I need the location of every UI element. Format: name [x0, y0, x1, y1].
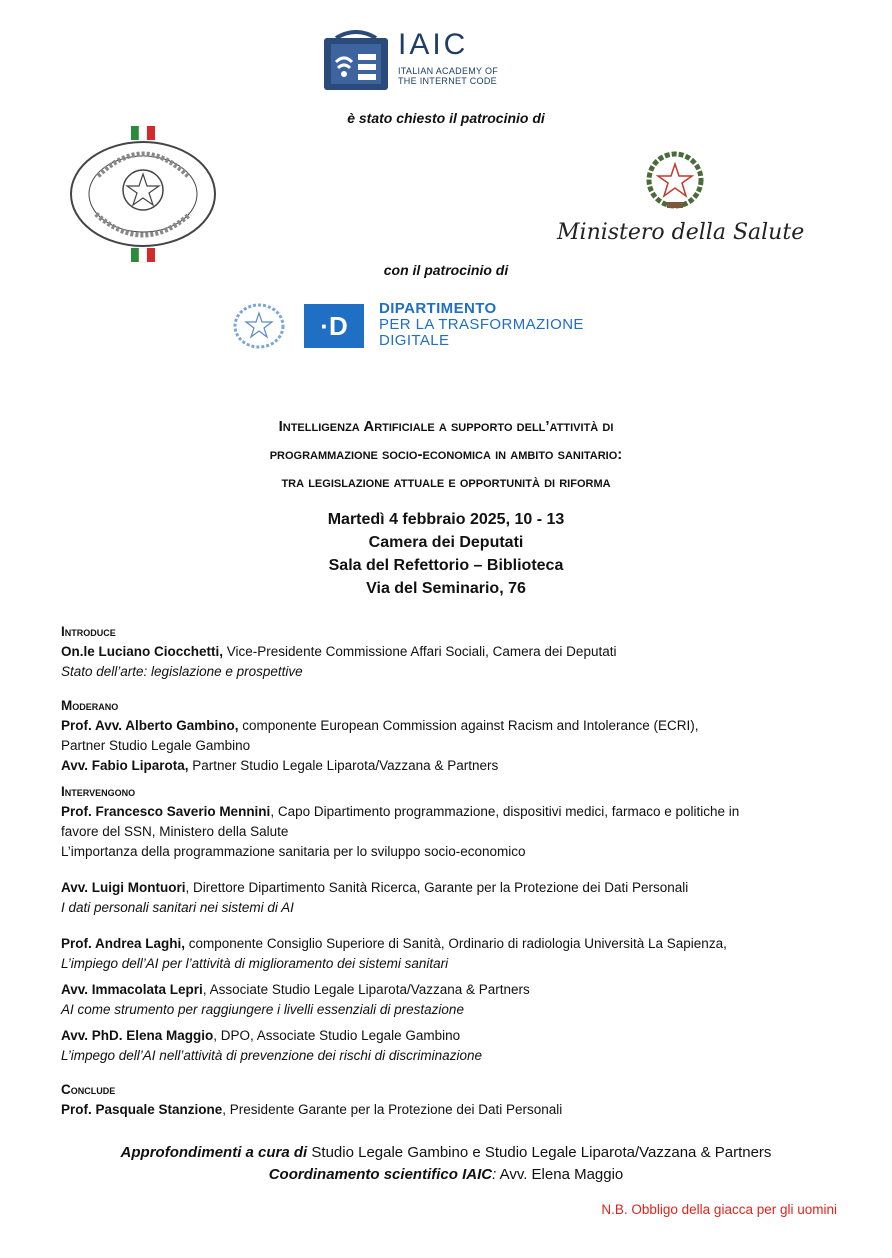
- speaker-1-topic: L’importanza della programmazione sanitaria per lo sviluppo socio-economico: [61, 844, 526, 859]
- speaker-3: [61, 934, 851, 954]
- ministero-name: Ministero della Salute: [557, 220, 805, 245]
- iaic-subtitle: [398, 66, 498, 86]
- speaker-role: , Direttore Dipartimento Sanità Ricerca, Garante per la Protezione dei Dati Personali: [185, 880, 689, 895]
- requested-patronage-text: è stato chiesto il patrocinio di: [347, 110, 545, 126]
- speaker-name: On.le Luciano Ciocchetti,: [61, 644, 224, 659]
- speaker-1-role-2: favore del SSN, Ministero della Salute: [61, 824, 289, 839]
- dtd-name: [379, 301, 584, 349]
- speaker-3-topic: L’impiego dell’AI per l’attività di miglioramento dei sistemi sanitari: [61, 956, 449, 971]
- event-room: Sala del Refettorio – Biblioteca: [328, 557, 564, 574]
- iaic-subtitle-line-2: THE INTERNET CODE: [398, 76, 497, 86]
- title-line-2: programmazione socio-economica in ambito sanitario:: [269, 446, 623, 463]
- footer: [0, 1142, 892, 1186]
- footer-colon: :: [492, 1166, 497, 1183]
- event-title: [0, 413, 892, 497]
- iaic-subtitle-line-1: ITALIAN ACADEMY OF: [398, 66, 499, 76]
- footer-label: Approfondimenti a cura di: [120, 1144, 308, 1161]
- iaic-name: IAIC: [398, 28, 469, 61]
- moderano-heading: Moderano: [61, 698, 119, 713]
- speaker-name: Avv. PhD. Elena Maggio: [61, 1028, 214, 1043]
- dtd-line-1: DIPARTIMENTO: [379, 300, 497, 317]
- speaker-role: componente Consiglio Superiore di Sanità, Ordinario di radiologia Università La Sapienza,: [185, 936, 727, 951]
- moderator-2: [61, 756, 851, 776]
- presidenza-seal-icon: [68, 124, 218, 264]
- speaker-role: , DPO, Associate Studio Legale Gambino: [213, 1028, 461, 1043]
- speaker-2: [61, 878, 851, 898]
- conclude-speaker: [61, 1100, 851, 1120]
- speaker-4-topic: AI come strumento per raggiungere i livelli essenziali di prestazione: [61, 1002, 464, 1017]
- footer-text: Avv. Elena Maggio: [496, 1166, 624, 1183]
- footer-line-2: [0, 1164, 892, 1186]
- introduce-topic: Stato dell’arte: legislazione e prospettive: [61, 664, 303, 679]
- event-info: [0, 508, 892, 600]
- footer-line-1: [0, 1142, 892, 1164]
- program: [61, 622, 851, 1120]
- intervengono-heading: Intervengono: [61, 784, 136, 799]
- title-line-1: Intelligenza Artificiale a supporto dell’attività di: [278, 418, 614, 435]
- speaker-name: Avv. Fabio Liparota,: [61, 758, 189, 773]
- dtd-line-3: DIGITALE: [379, 332, 450, 349]
- dipartimento-logo: [228, 301, 648, 351]
- conclude-heading: Conclude: [61, 1082, 116, 1097]
- event-address: Via del Seminario, 76: [366, 580, 526, 597]
- speaker-2-topic: I dati personali sanitari nei sistemi di AI: [61, 900, 294, 915]
- footer-label: Coordinamento scientifico IAIC: [268, 1166, 493, 1183]
- ministero-salute-logo: [555, 150, 805, 260]
- speaker-role: Partner Studio Legale Liparota/Vazzana & Partners: [188, 758, 499, 773]
- speaker-1: [61, 802, 851, 822]
- event-date: Martedì 4 febbraio 2025, 10 - 13: [327, 511, 565, 528]
- iaic-logo: [322, 30, 502, 92]
- moderator-1-role-2: Partner Studio Legale Gambino: [61, 738, 251, 753]
- title-line-3: tra legislazione attuale e opportunità di riforma: [281, 474, 611, 491]
- speaker-name: Prof. Andrea Laghi,: [61, 936, 186, 951]
- speaker-name: Avv. Immacolata Lepri: [61, 982, 203, 997]
- speaker-name: Avv. Luigi Montuori: [61, 880, 186, 895]
- speaker-5: [61, 1026, 851, 1046]
- dtd-line-2: PER LA TRASFORMAZIONE: [379, 316, 584, 333]
- moderator-1: [61, 716, 851, 736]
- speaker-name: Prof. Pasquale Stanzione: [61, 1102, 223, 1117]
- speaker-role: , Capo Dipartimento programmazione, dispositivi medici, farmaco e politiche in: [270, 804, 740, 819]
- dtd-badge: ·D: [304, 304, 364, 348]
- speaker-4: [61, 980, 851, 1000]
- event-venue: Camera dei Deputati: [368, 534, 524, 551]
- speaker-role: , Presidente Garante per la Protezione dei Dati Personali: [222, 1102, 563, 1117]
- speaker-role: componente European Commission against Racism and Intolerance (ECRI),: [238, 718, 699, 733]
- dress-code-note: N.B. Obbligo della giacca per gli uomini: [601, 1202, 837, 1217]
- republic-emblem-small-icon: [230, 303, 288, 349]
- speaker-role: Vice-Presidente Commissione Affari Sociali, Camera dei Deputati: [223, 644, 617, 659]
- introduce-speaker: [61, 642, 851, 662]
- speaker-name: Prof. Francesco Saverio Mennini: [61, 804, 271, 819]
- speaker-5-topic: L’impego dell’AI nell’attività di prevenzione dei rischi di discriminazione: [61, 1048, 482, 1063]
- introduce-heading: Introduce: [61, 624, 116, 639]
- footer-text: Studio Legale Gambino e Studio Legale Liparota/Vazzana & Partners: [307, 1144, 772, 1161]
- republic-emblem-icon: [645, 150, 705, 212]
- iaic-logo-icon: [322, 30, 390, 92]
- speaker-role: , Associate Studio Legale Liparota/Vazzana & Partners: [202, 982, 530, 997]
- with-patronage-text: con il patrocinio di: [383, 262, 509, 278]
- speaker-name: Prof. Avv. Alberto Gambino,: [61, 718, 239, 733]
